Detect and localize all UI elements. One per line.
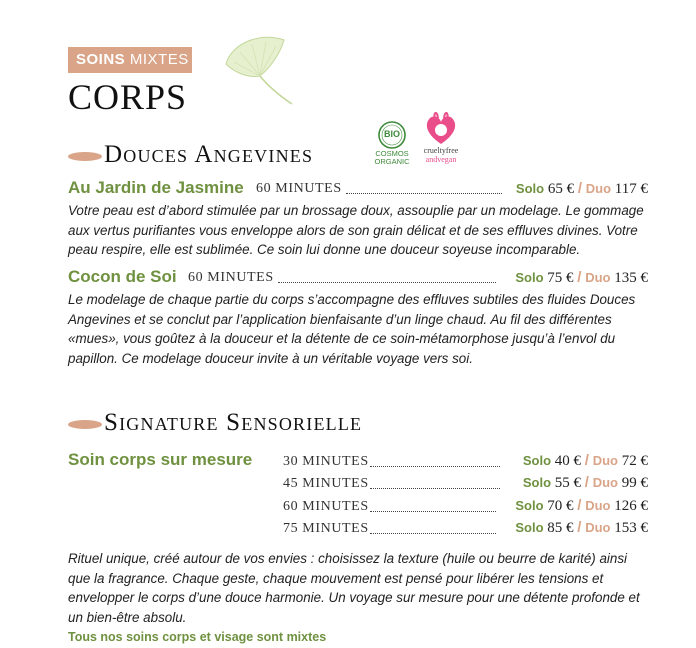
- bunny-heart-icon: [416, 110, 466, 146]
- item-name: Au Jardin de Jasmine: [68, 178, 244, 197]
- dotted-leader: [370, 487, 500, 489]
- duo-price: 126 €: [614, 498, 648, 514]
- bio-line-1: COSMOS: [375, 149, 409, 158]
- solo-label: Solo: [515, 520, 544, 535]
- category-tag: [68, 47, 192, 73]
- duo-price: 72 €: [621, 453, 648, 469]
- item-duration: 45 MINUTES: [283, 476, 369, 491]
- item-description: Rituel unique, créé autour de vos envies : choisissez la texture (huile ou beurre de karité) ainsi que la fragrance. Chaque geste, chaque mouvement est pensé pour libérer les tensions et envelopper le corps d’une douce harmonie. Un voyage sur mesure pour une détente profonde et un bien-être absolu.: [68, 551, 640, 625]
- item-duration: 60 MINUTES: [256, 181, 342, 196]
- duo-price: 117 €: [614, 181, 648, 197]
- duo-price: 135 €: [614, 270, 648, 286]
- section-title-douces-angevines: Douces Angevines: [104, 141, 314, 168]
- solo-label: Solo: [515, 181, 545, 196]
- item-name: Cocon de Soi: [68, 267, 177, 286]
- item-description: Le modelage de chaque partie du corps s’accompagne des effluves subtiles des fluides Douces Angevines et se conclut par l’application bienfaisante d’un linge chaud. Au fil des différentes «mues», vous goûtez à la douceur et la détente de ce soin-métamorphose jusqu’à l’envol du papillon. Ce modelage douceur invite à un véritable voyage vers soi.: [68, 292, 636, 366]
- section-title-signature-sensorielle: Signature Sensorielle: [104, 409, 363, 436]
- item-duration: 60 MINUTES: [283, 499, 369, 514]
- price-row: Solo 70 € / Duo 126 €: [515, 497, 648, 514]
- duo-label: Duo: [585, 270, 611, 285]
- section-bullet: [68, 420, 102, 429]
- solo-price: 40 €: [554, 453, 582, 469]
- page-title: CORPS: [68, 77, 188, 117]
- duo-label: Duo: [592, 453, 618, 468]
- solo-price: 55 €: [554, 475, 582, 491]
- item-duration: 75 MINUTES: [283, 521, 369, 536]
- duo-price: 153 €: [614, 520, 648, 536]
- cruelty-free-line-1: crueltyfree: [423, 146, 459, 155]
- price-row: Solo 55 € / Duo 99 €: [522, 474, 648, 491]
- dotted-leader: [346, 192, 502, 194]
- solo-price: 70 €: [547, 498, 574, 514]
- category-tag-bold: SOINS: [76, 51, 126, 68]
- ginkgo-leaf-icon: [222, 34, 296, 106]
- dotted-leader: [370, 510, 496, 512]
- duo-label: Duo: [585, 520, 611, 535]
- duo-label: Duo: [585, 498, 611, 513]
- item-duration: 60 MINUTES: [188, 270, 274, 285]
- solo-price: 85 €: [547, 520, 574, 536]
- duo-label: Duo: [585, 181, 612, 196]
- footer-note: Tous nos soins corps et visage sont mixtes: [68, 630, 327, 644]
- item-name: Soin corps sur mesure: [68, 450, 253, 469]
- item-duration: 30 MINUTES: [283, 454, 369, 469]
- bio-label: BIO: [383, 129, 400, 139]
- price-row: Solo 75 € / Duo 135 €: [515, 269, 648, 286]
- solo-label: Solo: [515, 498, 544, 513]
- duo-label: Duo: [592, 475, 618, 490]
- bio-line-2: ORGANIC: [374, 157, 410, 166]
- category-tag-rest: MIXTES: [129, 51, 189, 68]
- bio-badge: [372, 120, 412, 166]
- duo-price: 99 €: [621, 475, 648, 491]
- dotted-leader: [370, 532, 496, 534]
- dotted-leader: [370, 465, 500, 467]
- price-row: Solo 85 € / Duo 153 €: [515, 519, 648, 536]
- solo-label: Solo: [522, 475, 552, 490]
- section-bullet: [68, 152, 102, 161]
- price-row: Solo 65 € / Duo 117 €: [515, 180, 648, 197]
- item-description: Votre peau est d’abord stimulée par un brossage doux, assouplie par un modelage. Le gommage aux vertus purifiantes vous enveloppe alors de son grain délicat et de ses effluves divines. Votre peau respire, elle est sublimée. Ce soin lui donne une douceur soyeuse incomparable.: [68, 203, 644, 257]
- cruelty-free-badge: [416, 110, 466, 166]
- price-row: Solo 40 € / Duo 72 €: [522, 452, 648, 469]
- cruelty-free-line-2: andvegan: [425, 155, 457, 164]
- solo-label: Solo: [515, 270, 544, 285]
- solo-price: 65 €: [547, 181, 575, 197]
- dotted-leader: [278, 281, 496, 283]
- solo-label: Solo: [522, 453, 552, 468]
- solo-price: 75 €: [547, 270, 574, 286]
